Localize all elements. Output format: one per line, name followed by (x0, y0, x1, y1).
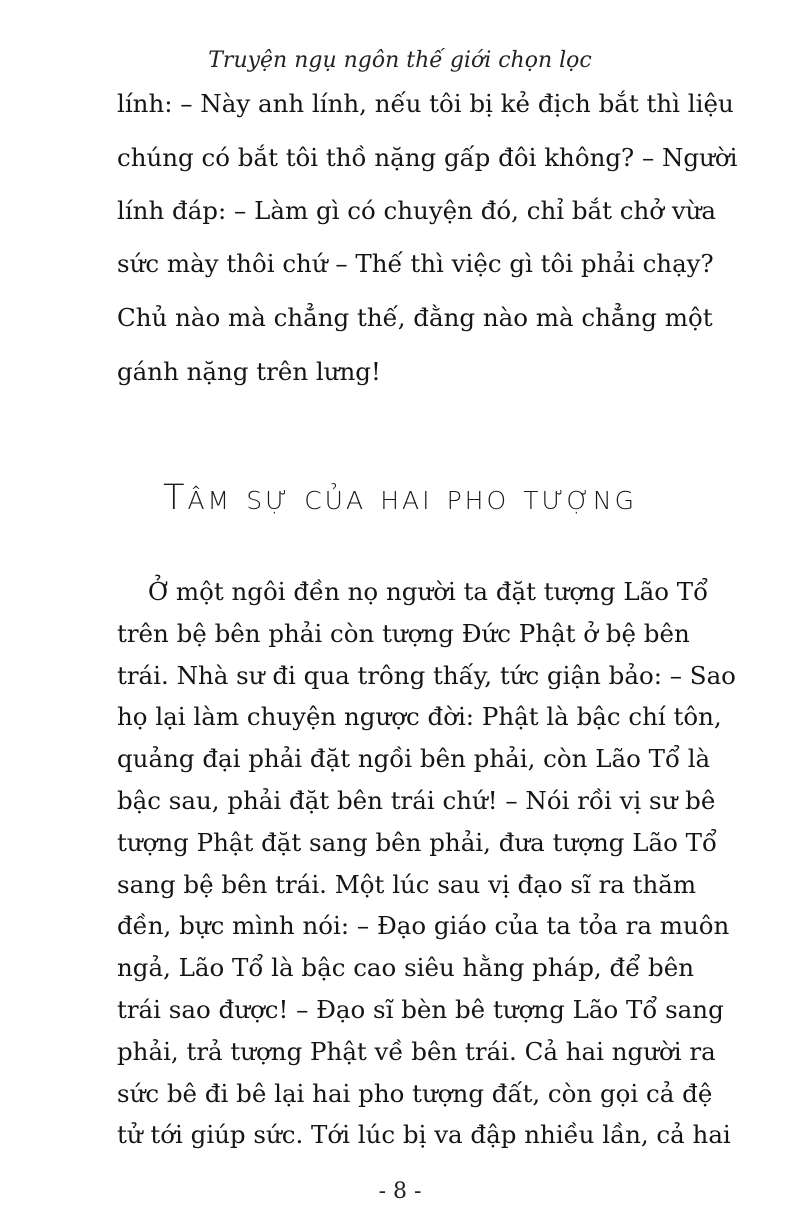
text-line: phải, trả tượng Phật về bên trái. Cả hai người ra (117, 1036, 716, 1066)
text-line: ngả, Lão Tổ là bậc cao siêu hằng pháp, để bên (117, 953, 695, 983)
text-line: chúng có bắt tôi thồ nặng gấp đôi không? – Người (117, 143, 738, 172)
text-line: lính đáp: – Làm gì có chuyện đó, chỉ bắt chở vừa (117, 196, 717, 225)
story-title: Tâm sự của hai pho tượng (163, 478, 637, 518)
text-line: sang bệ bên trái. Một lúc sau vị đạo sĩ ra thăm (117, 869, 697, 899)
text-line: tử tới giúp sức. Tới lúc bị va đập nhiều lần, cả hai (117, 1120, 731, 1150)
text-line: sức mày thôi chứ – Thế thì việc gì tôi phải chạy? (117, 249, 714, 278)
text-line: lính: – Này anh lính, nếu tôi bị kẻ địch bắt thì liệu (117, 89, 734, 118)
text-line: trên bệ bên phải còn tượng Đức Phật ở bệ bên (117, 618, 690, 648)
text-line: trái sao được! – Đạo sĩ bèn bê tượng Lão Tổ sang (117, 995, 724, 1024)
text-line: họ lại làm chuyện ngược đời: Phật là bậc chí tôn, (117, 702, 722, 732)
text-line: đền, bực mình nói: – Đạo giáo của ta tỏa ra muôn (117, 911, 730, 941)
page-number: - 8 - (378, 1179, 422, 1205)
running-header: Truyện ngụ ngôn thế giới chọn lọc (208, 48, 592, 73)
text-line: trái. Nhà sư đi qua trông thấy, tức giận bảo: – Sao (117, 660, 736, 690)
text-line: Chủ nào mà chẳng thế, đằng nào mà chẳng một (117, 303, 713, 332)
text-line: gánh nặng trên lưng! (117, 357, 381, 386)
text-line: quảng đại phải đặt ngồi bên phải, còn Lão Tổ là (117, 744, 711, 774)
text-line: tượng Phật đặt sang bên phải, đưa tượng Lão Tổ (117, 827, 717, 857)
text-line: Ở một ngôi đền nọ người ta đặt tượng Lão Tổ (148, 577, 709, 606)
text-line: bậc sau, phải đặt bên trái chứ! – Nói rồi vị sư bê (117, 786, 716, 815)
text-line: sức bê đi bê lại hai pho tượng đất, còn gọi cả đệ (117, 1078, 713, 1108)
